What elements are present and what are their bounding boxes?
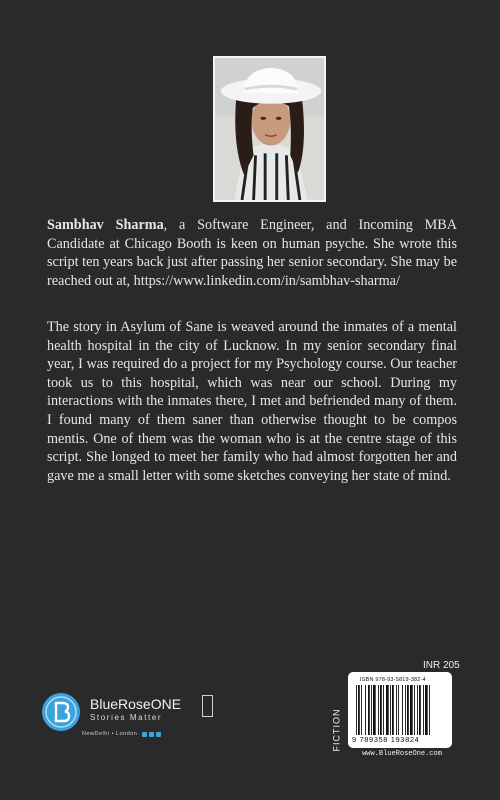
publisher-locations: NewDelhi • London (82, 731, 138, 737)
website-url: www.BlueRoseOne.com (362, 750, 442, 758)
isbn-text: ISBN 978-93-5819-382-4 (360, 677, 426, 683)
genre-label (326, 700, 346, 760)
price-label: INR 205 (423, 660, 460, 671)
author-bio (47, 216, 457, 290)
publisher-since-box (202, 695, 213, 717)
publisher-name: BlueRose (90, 696, 151, 712)
story-blurb: The story in Asylum of Sane is weaved around the inmates of a mental health hospital in the city of Lucknow. In my senior secondary final year, I was required do a project for my Psychology course. Our teacher took us to this hospital, which was near our school. During my interactions with the inmates there, I met and befriended many of them. I found many of them saner than otherwise thought to be compos mentis. One of them was the woman who is at the centre stage of this script. She longed to meet her family who had almost forgotten her and gave me a small letter with some sketches conveying her state of mind. (47, 319, 457, 484)
barcode-icon (356, 685, 444, 735)
social-instagram-icon (142, 732, 147, 737)
barcode-number: 9 789358 193824 (352, 735, 420, 744)
author-name: Sambhav Sharma (47, 217, 164, 233)
publisher-logo (42, 693, 222, 743)
barcode-box (348, 672, 452, 748)
social-facebook-icon (149, 732, 154, 737)
social-icons (142, 732, 161, 737)
publisher-emblem-icon (42, 693, 80, 731)
publisher-name-suffix: ONE (150, 696, 182, 712)
publisher-brand (90, 696, 181, 722)
publisher-tagline: Stories Matter (90, 713, 163, 722)
social-twitter-icon (156, 732, 161, 737)
genre-text: FICTION (331, 708, 341, 752)
author-photo (213, 56, 326, 202)
author-bio-text: , a Software Engineer, and Incoming MBA Candidate at Chicago Booth is keen on human psyche. She wrote this script ten years back just after passing her senior secondary. She may be reached out at, https://www.linkedin.com/in/sambhav-sharma/ (47, 217, 457, 289)
